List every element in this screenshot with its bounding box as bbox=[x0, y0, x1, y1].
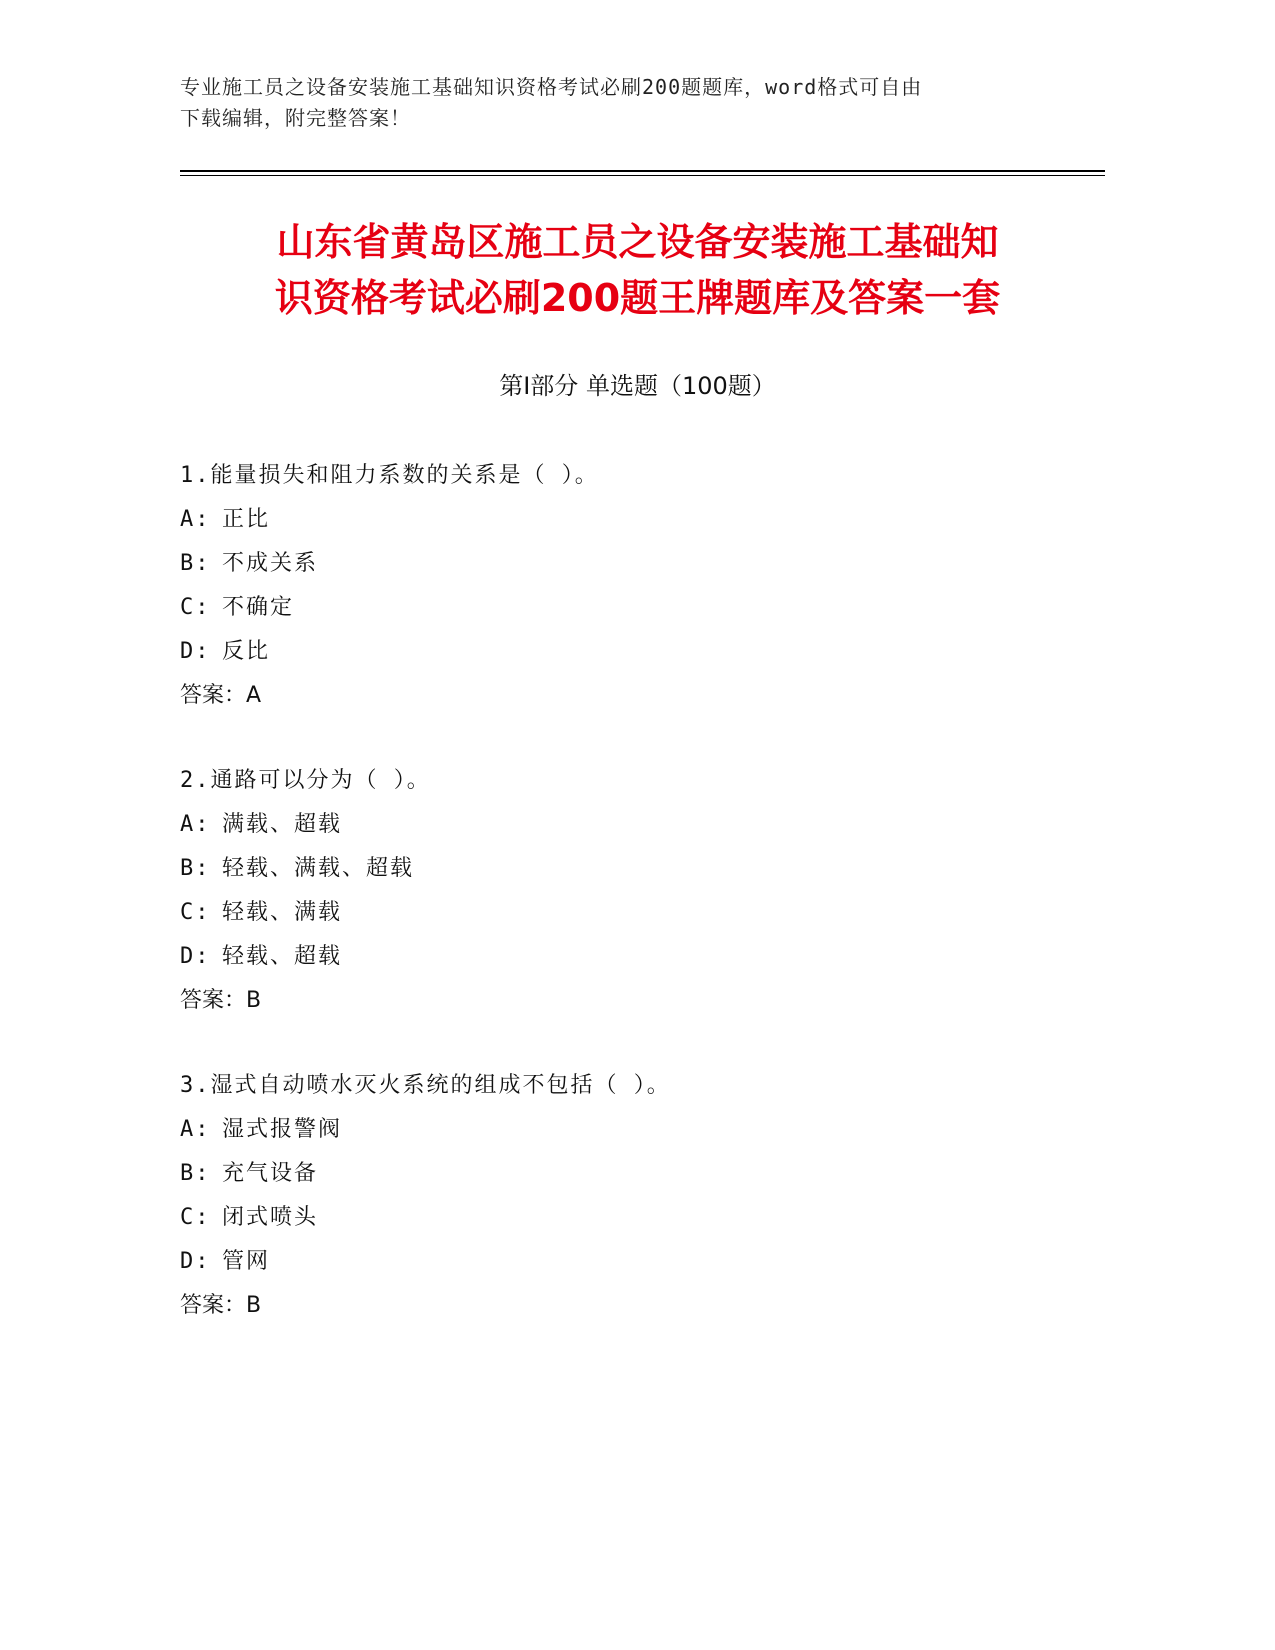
header-note bbox=[180, 72, 1060, 134]
option-text: 湿式报警阀 bbox=[222, 1117, 343, 1142]
answer-option bbox=[180, 1240, 1080, 1284]
option-letter: C: bbox=[180, 1205, 211, 1230]
option-text: 充气设备 bbox=[222, 1161, 319, 1186]
answer-option bbox=[180, 586, 1080, 630]
option-text: 不确定 bbox=[222, 595, 295, 620]
option-letter: A: bbox=[180, 507, 211, 532]
option-letter: B: bbox=[180, 551, 211, 576]
header-note-line-1: 专业施工员之设备安装施工基础知识资格考试必刷200题题库，word格式可自由 bbox=[180, 75, 923, 99]
option-letter: D: bbox=[180, 944, 211, 969]
document-title-line-2: 识资格考试必刷200题王牌题库及答案一套 bbox=[274, 276, 1001, 320]
option-letter: D: bbox=[180, 639, 211, 664]
section-title: 第Ⅰ部分 单选题（100题） bbox=[499, 372, 776, 400]
option-letter: D: bbox=[180, 1249, 211, 1274]
option-text: 反比 bbox=[222, 639, 271, 664]
question-block bbox=[180, 759, 1080, 1023]
answer-option bbox=[180, 630, 1080, 674]
option-letter: B: bbox=[180, 1161, 211, 1186]
question-block bbox=[180, 454, 1080, 718]
option-letter: A: bbox=[180, 1117, 211, 1142]
question-stem: 1.能量损失和阻力系数的关系是（ ）。 bbox=[180, 463, 599, 488]
option-letter: A: bbox=[180, 812, 211, 837]
answer-key: 答案：B bbox=[180, 1293, 262, 1318]
option-text: 满载、超载 bbox=[222, 812, 343, 837]
header-divider-thick bbox=[180, 170, 1105, 172]
option-letter: C: bbox=[180, 595, 211, 620]
answer-option bbox=[180, 1152, 1080, 1196]
answer-option bbox=[180, 1108, 1080, 1152]
option-text: 不成关系 bbox=[222, 551, 319, 576]
option-text: 闭式喷头 bbox=[222, 1205, 319, 1230]
question-stem: 3.湿式自动喷水灭火系统的组成不包括（ ）。 bbox=[180, 1073, 671, 1098]
header-divider-thin bbox=[180, 175, 1105, 176]
answer-option bbox=[180, 847, 1080, 891]
question-block bbox=[180, 1064, 1080, 1328]
option-text: 轻载、满载 bbox=[222, 900, 343, 925]
option-text: 轻载、满载、超载 bbox=[222, 856, 415, 881]
question-stem: 2.通路可以分为（ ）。 bbox=[180, 768, 431, 793]
answer-option bbox=[180, 891, 1080, 935]
answer-key: 答案：A bbox=[180, 683, 262, 708]
header-note-line-2: 下载编辑，附完整答案！ bbox=[180, 106, 411, 130]
option-letter: B: bbox=[180, 856, 211, 881]
answer-option bbox=[180, 935, 1080, 979]
answer-option bbox=[180, 498, 1080, 542]
option-text: 管网 bbox=[222, 1249, 271, 1274]
answer-key: 答案：B bbox=[180, 988, 262, 1013]
answer-option bbox=[180, 803, 1080, 847]
answer-option bbox=[180, 542, 1080, 586]
option-letter: C: bbox=[180, 900, 211, 925]
document-title bbox=[150, 214, 1125, 326]
answer-option bbox=[180, 1196, 1080, 1240]
option-text: 轻载、超载 bbox=[222, 944, 343, 969]
document-title-line-1: 山东省黄岛区施工员之设备安装施工基础知 bbox=[276, 220, 999, 264]
option-text: 正比 bbox=[222, 507, 271, 532]
